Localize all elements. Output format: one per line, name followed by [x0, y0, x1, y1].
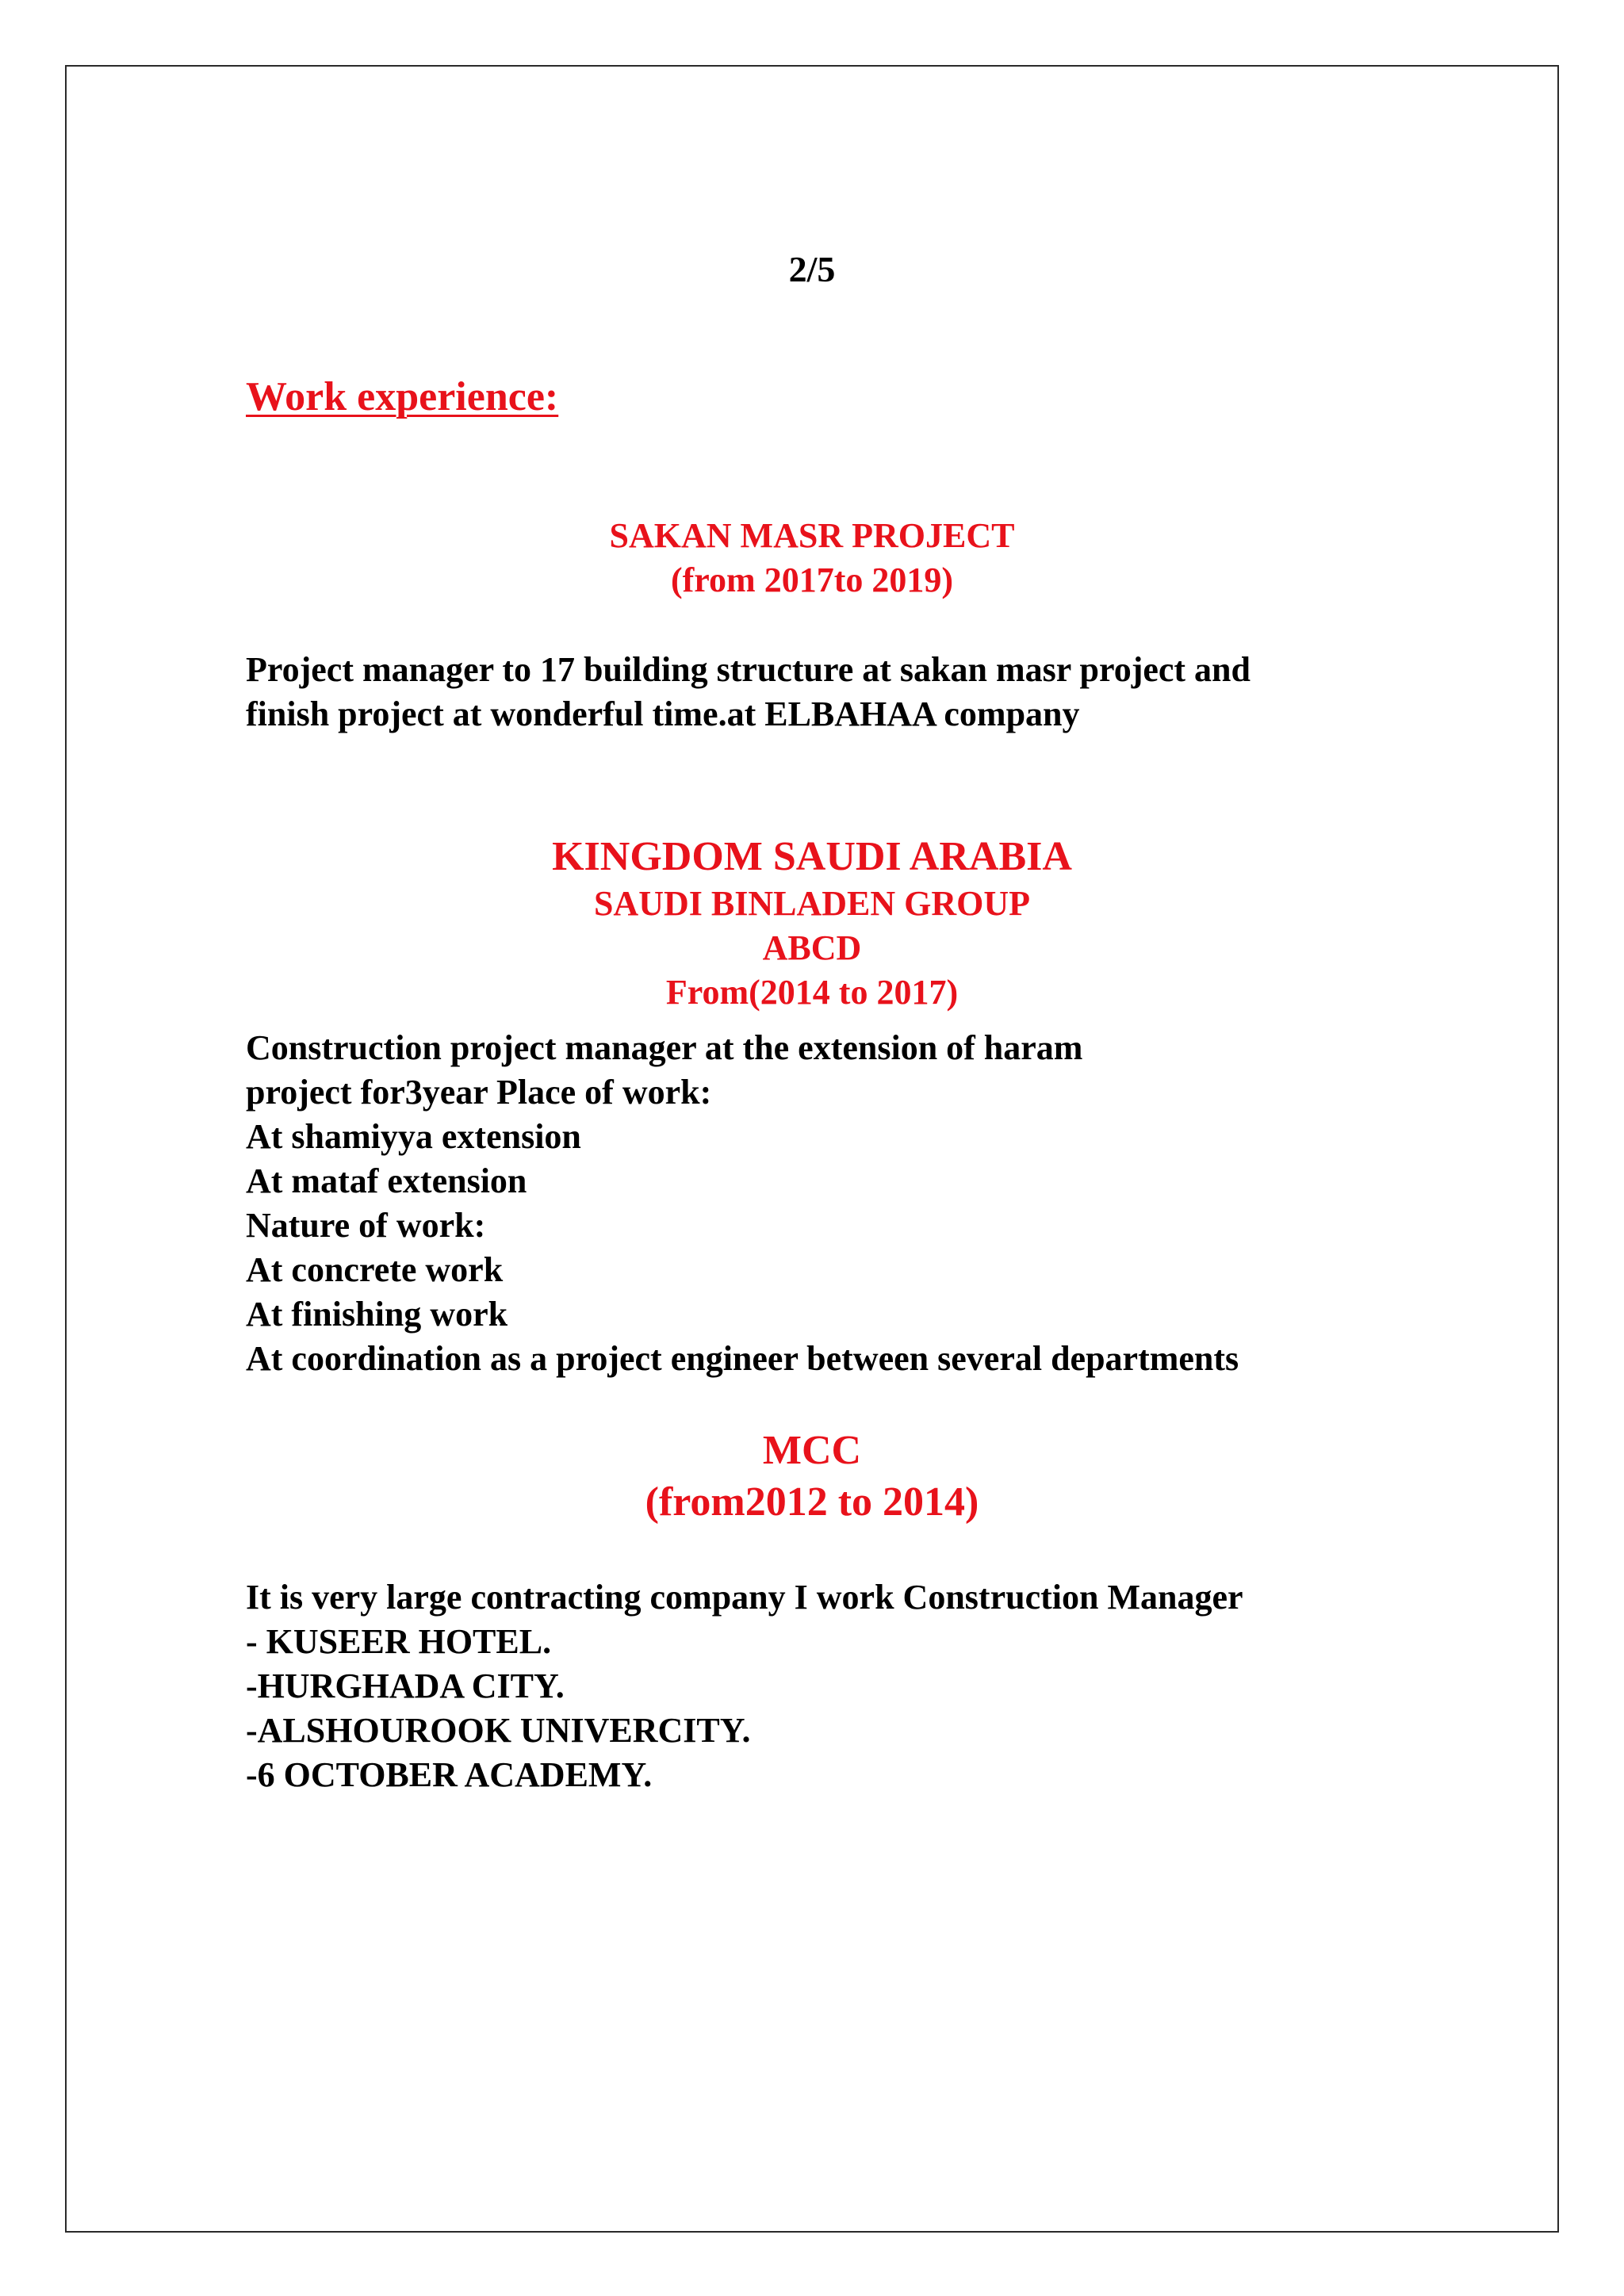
job-1-line: Project manager to 17 building structure at sakan masr project and — [246, 650, 1251, 689]
job-3-line: -6 OCTOBER ACADEMY. — [246, 1755, 653, 1794]
section-heading-work-experience: Work experience: — [246, 374, 559, 419]
job-3-line: -HURGHADA CITY. — [246, 1667, 565, 1705]
job-1-period: (from 2017to 2019) — [671, 561, 953, 599]
job-2-line: At coordination as a project engineer between several departments — [246, 1339, 1239, 1378]
job-2-period: From(2014 to 2017) — [665, 973, 959, 1012]
job-2-line: At finishing work — [246, 1295, 508, 1334]
job-2-line: Nature of work: — [246, 1206, 486, 1245]
job-2-line: At mataf extension — [246, 1161, 527, 1200]
job-2-line: project for3year Place of work: — [246, 1073, 712, 1112]
job-3-period: (from2012 to 2014) — [645, 1479, 979, 1525]
job-2-line: At shamiyya extension — [246, 1117, 581, 1156]
job-3-line: -ALSHOUROOK UNIVERCITY. — [246, 1711, 751, 1750]
job-2-description — [246, 1026, 1239, 1381]
job-3-line: It is very large contracting company I work Construction Manager — [246, 1578, 1243, 1617]
job-2-company-title: SAUDI BINLADEN GROUP — [593, 884, 1031, 923]
job-1-description — [246, 648, 1251, 737]
job-1-line: finish project at wonderful time.at ELBAHAA company — [246, 695, 1080, 733]
job-2-country-title: KINGDOM SAUDI ARABIA — [552, 834, 1072, 879]
job-2-division: ABCD — [762, 928, 862, 967]
job-2-line: Construction project manager at the extension of haram — [246, 1028, 1083, 1067]
job-3-company-title: MCC — [762, 1428, 862, 1473]
job-2-line: At concrete work — [246, 1250, 504, 1289]
job-3-line: - KUSEER HOTEL. — [246, 1622, 552, 1661]
job-3-description — [246, 1575, 1243, 1797]
page-number: 2/5 — [788, 249, 836, 289]
job-1-company-title: SAKAN MASR PROJECT — [609, 516, 1015, 555]
